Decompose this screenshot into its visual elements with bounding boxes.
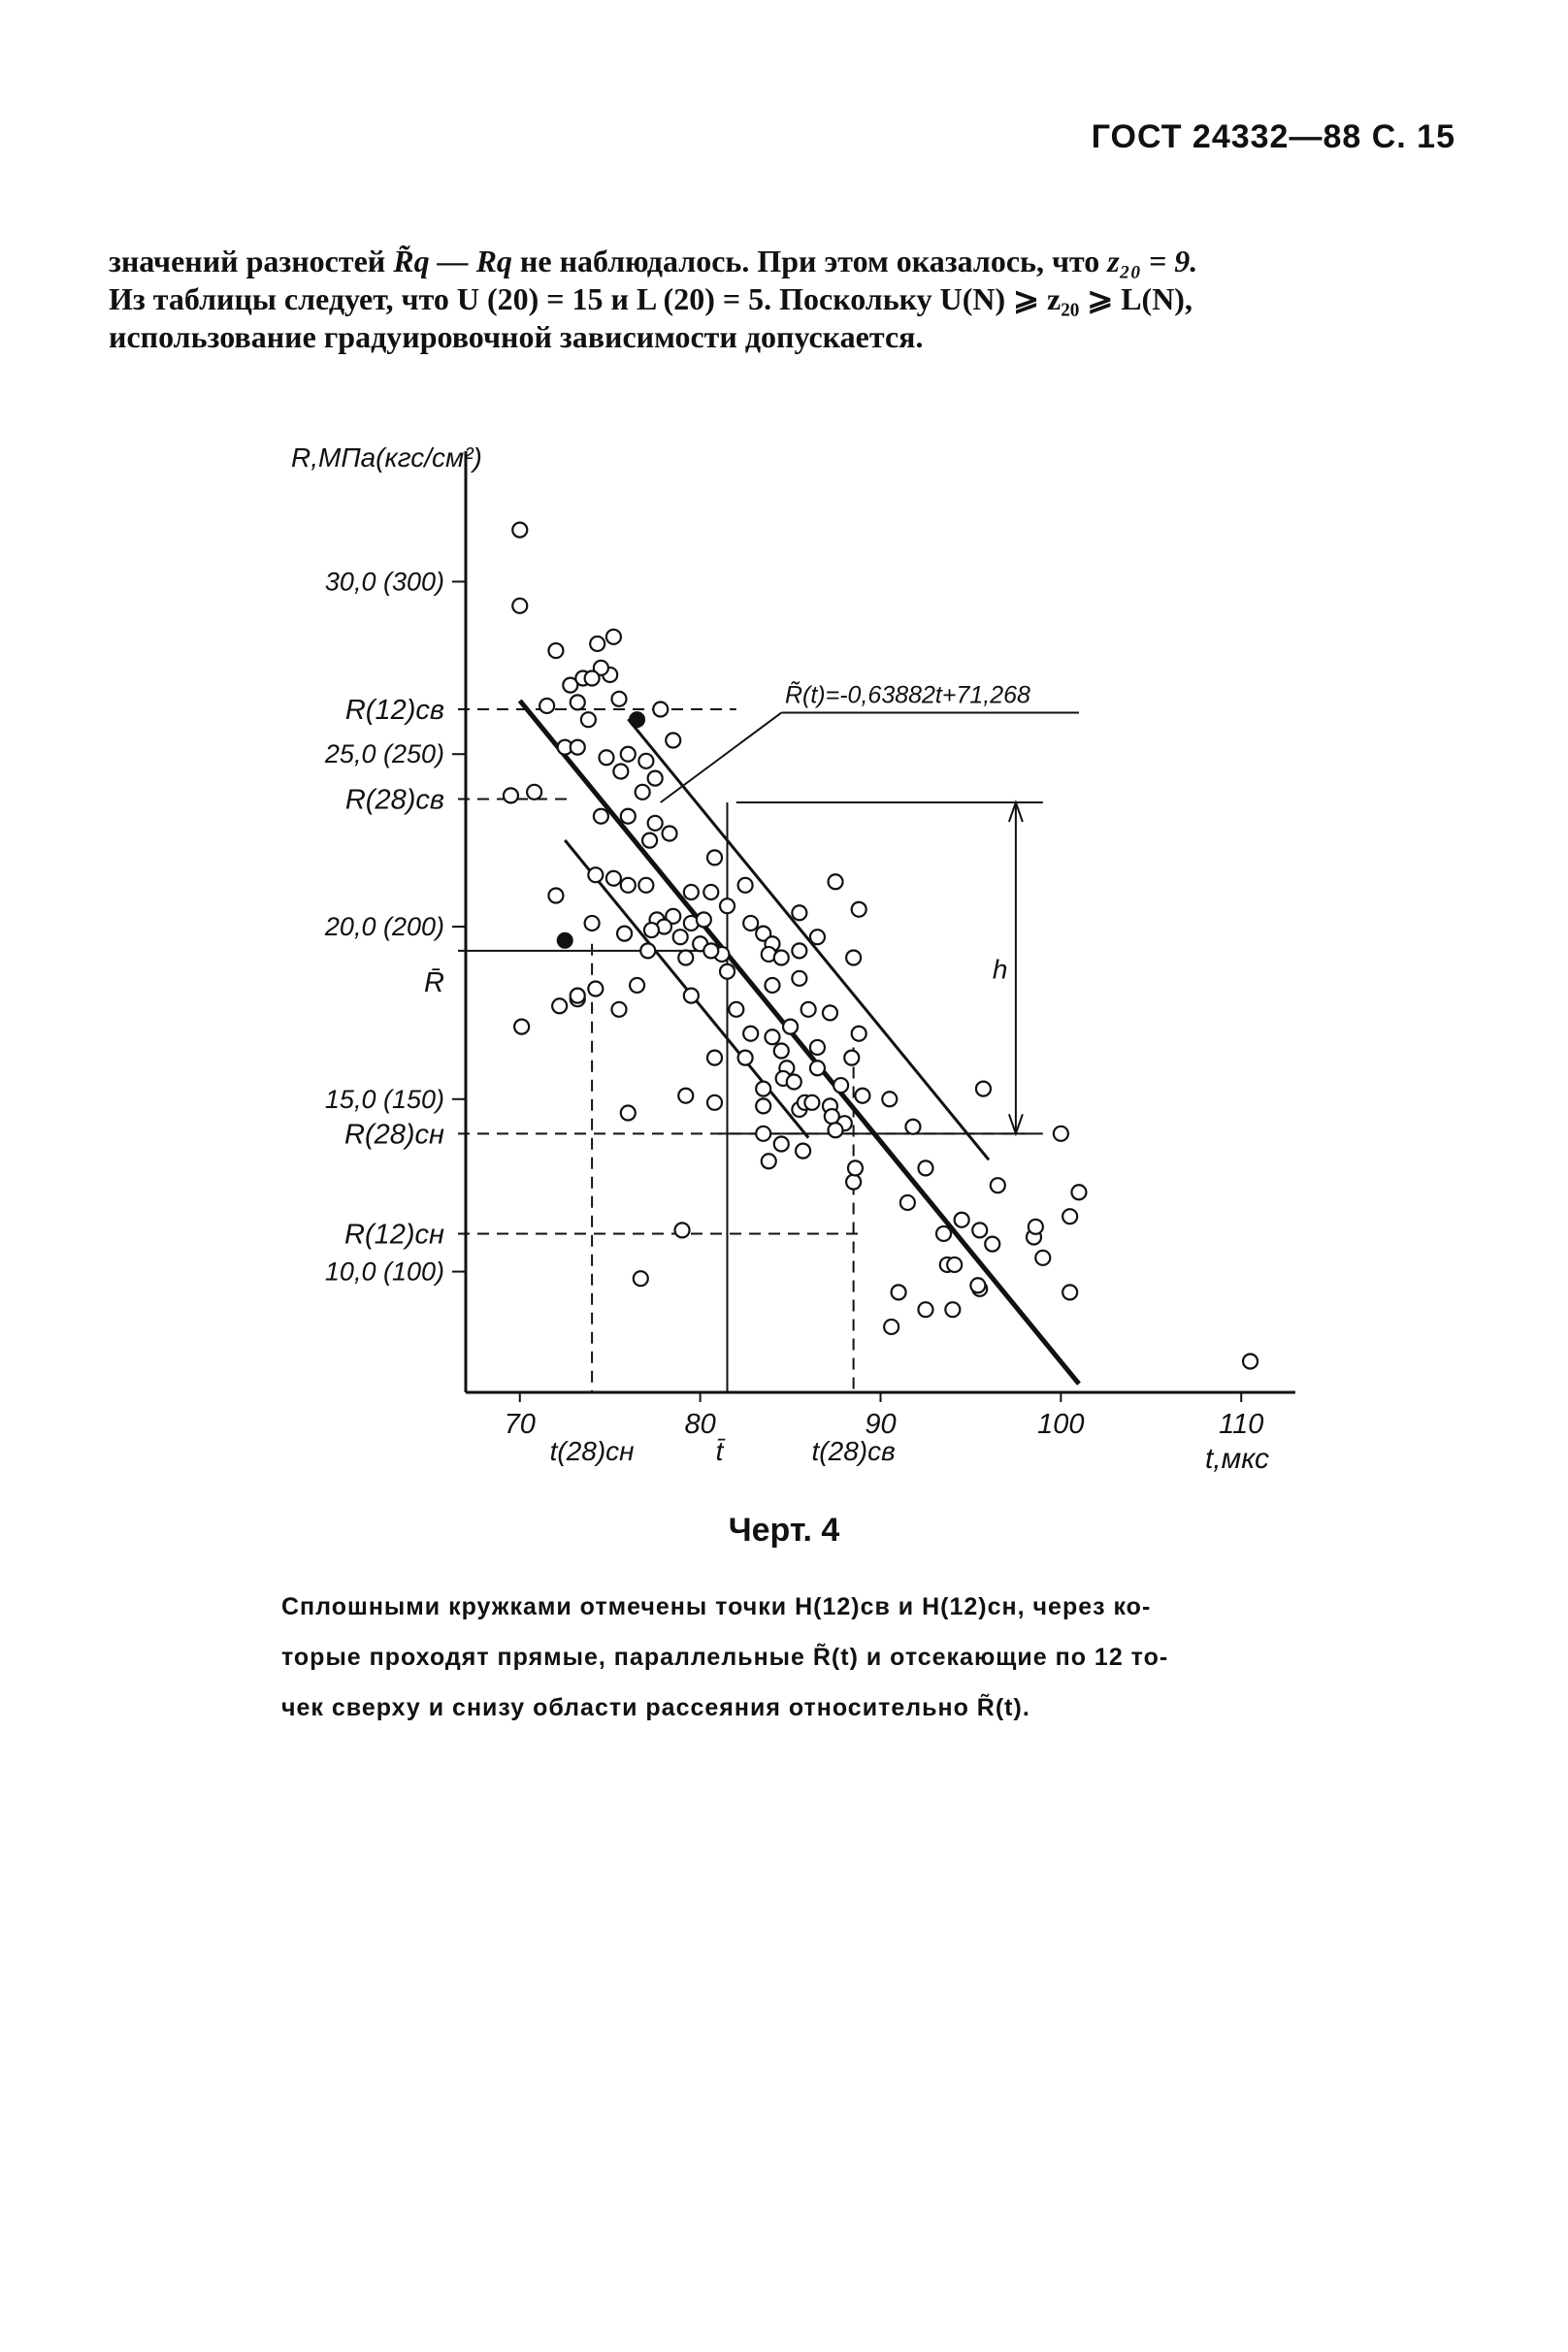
data-point xyxy=(1035,1251,1050,1265)
data-point xyxy=(1029,1220,1043,1234)
data-point xyxy=(756,1082,770,1096)
body-paragraph xyxy=(109,243,1457,356)
data-point xyxy=(684,989,699,1003)
data-point xyxy=(678,1089,693,1103)
data-point xyxy=(504,788,518,802)
data-point xyxy=(955,1213,969,1227)
data-point xyxy=(512,599,527,613)
data-point xyxy=(621,809,636,824)
data-point xyxy=(1243,1355,1258,1369)
data-point xyxy=(852,902,866,917)
data-point xyxy=(594,809,608,824)
data-point xyxy=(765,978,779,993)
data-points xyxy=(504,523,1258,1369)
y-axis-label: R,МПа(кгс/см²) xyxy=(291,442,482,473)
x-tick-label: 110 xyxy=(1219,1409,1264,1440)
data-point xyxy=(548,643,563,658)
data-point xyxy=(617,927,632,941)
x-tick-label: 90 xyxy=(865,1409,897,1440)
data-point xyxy=(810,930,825,944)
data-point xyxy=(738,878,753,893)
data-point xyxy=(613,765,628,779)
data-point xyxy=(606,871,621,886)
data-point xyxy=(936,1226,951,1241)
data-point xyxy=(796,1144,810,1159)
data-point xyxy=(673,930,688,944)
data-point xyxy=(855,1089,869,1103)
data-point xyxy=(585,671,600,686)
data-point xyxy=(648,771,663,786)
figure xyxy=(281,417,1349,1509)
data-point xyxy=(621,747,636,762)
x-marker-label: t̄ xyxy=(715,1436,724,1466)
data-point xyxy=(599,750,613,765)
data-point xyxy=(684,885,699,899)
data-point xyxy=(707,1051,722,1065)
figure-title: Черт. 4 xyxy=(728,1512,840,1549)
data-point xyxy=(621,878,636,893)
y-marker-label: R(12)св xyxy=(344,695,444,726)
data-point xyxy=(792,943,806,958)
data-point xyxy=(918,1302,932,1317)
paragraph-line-1: значений разностей R̃q — Rq не наблюдалось. При этом оказалось, что z₂₀ = 9. xyxy=(109,244,1198,278)
y-marker-label: R(12)сн xyxy=(344,1219,444,1251)
y-tick-label: 15,0 (150) xyxy=(324,1084,444,1114)
data-point xyxy=(892,1285,906,1299)
data-point xyxy=(703,943,718,958)
data-point xyxy=(638,754,653,768)
data-point xyxy=(512,523,527,538)
data-point xyxy=(738,1051,753,1065)
data-point xyxy=(792,971,806,986)
data-point xyxy=(765,1029,779,1044)
data-point xyxy=(678,951,693,965)
data-point xyxy=(743,916,758,931)
y-marker-label: R̄ xyxy=(424,966,444,998)
data-point xyxy=(976,1082,991,1096)
y-marker-label: R(28)св xyxy=(344,784,444,816)
data-point xyxy=(638,878,653,893)
data-point xyxy=(844,1051,859,1065)
y-tick-label: 30,0 (300) xyxy=(324,567,444,597)
data-point xyxy=(1062,1209,1077,1224)
y-marker-label: R(28)сн xyxy=(344,1119,444,1151)
caption-line-2: торые проходят прямые, параллельные R̃(t) и отсекающие по 12 то- xyxy=(281,1644,1169,1671)
data-point xyxy=(804,1095,819,1110)
data-point xyxy=(970,1278,985,1292)
data-point xyxy=(707,850,722,865)
data-point xyxy=(947,1258,962,1272)
data-point xyxy=(571,695,585,709)
data-point xyxy=(1071,1185,1086,1199)
data-point xyxy=(884,1320,898,1334)
page-header: ГОСТ 24332—88 С. 15 xyxy=(1091,118,1455,155)
data-point xyxy=(634,1271,648,1286)
data-point xyxy=(743,1027,758,1041)
scatter-chart xyxy=(281,417,1349,1504)
y-tick-label: 25,0 (250) xyxy=(324,739,444,769)
axes xyxy=(452,451,1295,1402)
x-axis-label: t,мкс xyxy=(1204,1443,1270,1475)
x-tick-label: 100 xyxy=(1037,1409,1085,1440)
x-marker-label: t(28)св xyxy=(811,1436,896,1466)
paragraph-line-2: Из таблицы следует, что U (20) = 15 и L (20) = 5. Поскольку U(N) ⩾ z₂₀ ⩾ L(N), xyxy=(109,281,1192,316)
data-point xyxy=(829,874,843,889)
data-point xyxy=(621,1106,636,1121)
y-tick-label: 20,0 (200) xyxy=(324,912,444,941)
data-point xyxy=(900,1195,915,1210)
caption-line-1: Сплошными кружками отмечены точки H(12)св и H(12)сн, через ко- xyxy=(281,1593,1152,1620)
data-point xyxy=(762,1154,776,1168)
data-point xyxy=(972,1223,987,1237)
data-point xyxy=(588,982,603,996)
data-point xyxy=(823,1005,837,1020)
data-point xyxy=(756,1127,770,1141)
data-point xyxy=(1062,1285,1077,1299)
data-point xyxy=(846,1175,861,1190)
data-point xyxy=(918,1160,932,1175)
data-point xyxy=(852,1027,866,1041)
filled-point xyxy=(558,933,572,948)
x-tick-label: 80 xyxy=(684,1409,716,1440)
data-point xyxy=(666,734,680,748)
data-point xyxy=(787,1075,801,1090)
x-tick-label: 70 xyxy=(504,1409,536,1440)
figure-caption xyxy=(281,1582,1310,1733)
caption-line-3: чек сверху и снизу области рассеяния относительно R̃(t). xyxy=(281,1694,1030,1721)
data-point xyxy=(829,1123,843,1137)
data-point xyxy=(729,1002,743,1017)
data-point xyxy=(581,712,596,727)
data-point xyxy=(720,964,735,979)
data-point xyxy=(882,1092,897,1106)
data-point xyxy=(774,951,789,965)
data-point xyxy=(703,885,718,899)
data-point xyxy=(846,951,861,965)
data-point xyxy=(707,1095,722,1110)
data-point xyxy=(630,978,644,993)
data-point xyxy=(590,637,604,651)
data-point xyxy=(675,1223,690,1237)
data-point xyxy=(774,1044,789,1059)
data-point xyxy=(905,1120,920,1134)
x-marker-label: t(28)сн xyxy=(549,1436,635,1466)
data-point xyxy=(611,1002,626,1017)
data-point xyxy=(588,867,603,882)
data-point xyxy=(1054,1127,1068,1141)
data-point xyxy=(945,1302,960,1317)
data-point xyxy=(571,989,585,1003)
data-point xyxy=(552,998,567,1013)
data-point xyxy=(648,816,663,831)
data-point xyxy=(548,889,563,903)
h-label: h xyxy=(992,954,1008,985)
data-point xyxy=(810,1040,825,1055)
data-point xyxy=(636,785,650,800)
data-point xyxy=(985,1237,999,1252)
data-point xyxy=(653,702,668,717)
fit-lines xyxy=(520,701,1079,1384)
data-point xyxy=(585,916,600,931)
data-point xyxy=(642,833,657,848)
paragraph-line-3: использование градуировочной зависимости допускается. xyxy=(109,319,924,354)
filled-point xyxy=(630,712,644,727)
data-point xyxy=(527,785,541,800)
data-point xyxy=(663,827,677,841)
data-point xyxy=(783,1020,798,1034)
data-point xyxy=(640,943,655,958)
data-point xyxy=(792,905,806,920)
data-point xyxy=(991,1178,1005,1192)
data-point xyxy=(833,1078,848,1093)
data-point xyxy=(720,898,735,913)
y-tick-label: 10,0 (100) xyxy=(324,1257,444,1287)
data-point xyxy=(848,1160,863,1175)
data-point xyxy=(611,692,626,706)
data-point xyxy=(756,1098,770,1113)
equation-leader xyxy=(661,713,782,802)
data-point xyxy=(801,1002,816,1017)
data-point xyxy=(697,912,711,927)
data-point xyxy=(571,740,585,755)
data-point xyxy=(514,1020,529,1034)
data-point xyxy=(539,699,554,713)
data-point xyxy=(606,630,621,644)
equation-label: R̃(t)=-0,63882t+71,268 xyxy=(784,681,1030,709)
data-point xyxy=(774,1137,789,1152)
data-point xyxy=(810,1061,825,1075)
data-point xyxy=(644,923,659,937)
